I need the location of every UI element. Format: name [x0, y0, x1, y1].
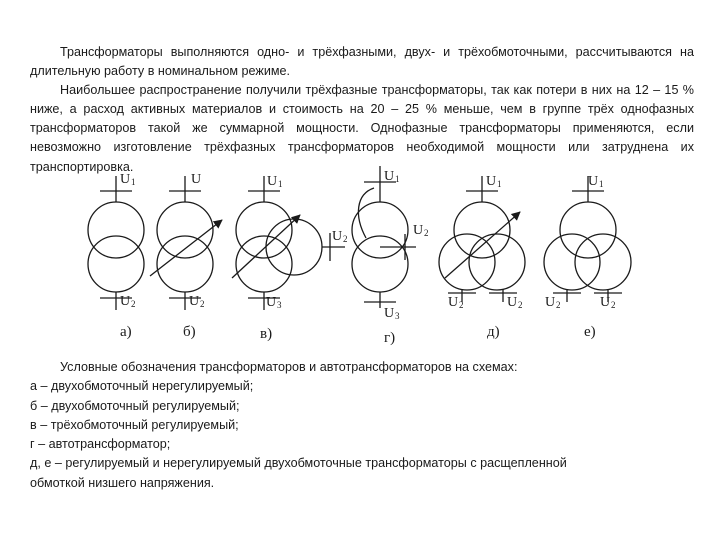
- legend-item-b: б – двухобмоточный регулируемый;: [30, 398, 240, 413]
- legend-item-de-line1: д, е – регулируемый и нерегулируемый двухобмоточные трансформаторы с расщепленной: [30, 456, 567, 471]
- transformer-symbols-diagram: [0, 160, 720, 350]
- label-b-top: U: [191, 172, 202, 187]
- label-d-bottom-left-sub: 2: [459, 300, 464, 310]
- symbol-e-split-winding: [544, 176, 631, 302]
- caption-v: в): [260, 326, 273, 342]
- caption-b: б): [183, 324, 196, 340]
- label-v-top: U: [267, 174, 278, 189]
- label-e-bottom-right-sub: 2: [611, 300, 616, 310]
- label-d-top-sub: 1: [497, 179, 502, 189]
- symbol-b-two-winding-regulated: [150, 176, 222, 310]
- label-v-right-sub: 2: [343, 234, 348, 244]
- label-g-top-sub: 1: [395, 174, 400, 184]
- label-v-bottom-sub: 3: [277, 300, 282, 310]
- label-g-right-sub: 2: [424, 228, 429, 238]
- symbol-a-two-winding: [88, 176, 144, 310]
- label-v-right: U: [332, 229, 343, 244]
- label-a-top: U: [120, 172, 131, 187]
- paragraph-intro: Трансформаторы выполняются одно- и трёхфазными, двух- и трёхобмоточными, рассчитываются на длительную работу в номинальном режиме.: [30, 44, 694, 78]
- caption-d: д): [487, 324, 500, 340]
- legend-block: [30, 358, 694, 493]
- label-a-bottom: U: [120, 294, 131, 309]
- label-d-top: U: [486, 174, 497, 189]
- symbol-v-three-winding: [232, 176, 345, 310]
- label-g-right: U: [413, 223, 424, 238]
- legend-item-g: г – автотрансформатор;: [30, 437, 171, 452]
- caption-g: г): [384, 330, 396, 346]
- label-g-bottom-sub: 3: [395, 311, 400, 321]
- legend-item-v: в – трёхобмоточный регулируемый;: [30, 417, 239, 432]
- label-a-bottom-sub: 2: [131, 299, 136, 309]
- label-v-bottom: U: [266, 295, 277, 310]
- legend-title: Условные обозначения трансформаторов и автотрансформаторов на схемах:: [60, 360, 518, 374]
- legend-item-a: а – двухобмоточный нерегулируемый;: [30, 379, 254, 394]
- label-e-bottom-left: U: [545, 295, 556, 310]
- legend-item-de-line2: обмоткой низшего напряжения.: [30, 475, 215, 490]
- label-e-top: U: [588, 174, 599, 189]
- caption-e: е): [584, 324, 596, 340]
- label-b-bottom: U: [189, 294, 200, 309]
- label-b-bottom-sub: 2: [200, 299, 205, 309]
- paragraph-three-phase: Наибольшее распространение получили трёхфазные трансформаторы, так как потери в них на 12 – 15 % ниже, а расход активных материалов и стоимость на 20 – 25 % меньше, чем в группе трёх однофазных трансформаторов такой же суммарной мощности. Однофазные трансформаторы применяются, если невозможно изготовление трёхфазных трансформаторов необходимой мощности или затруднена их транспортировка.: [30, 82, 694, 174]
- diagram-captions: [120, 324, 596, 346]
- symbol-g-autotransformer: [352, 166, 416, 308]
- label-d-bottom-right: U: [507, 295, 518, 310]
- caption-a: а): [120, 324, 132, 340]
- label-a-top-sub: 1: [131, 177, 136, 187]
- label-g-top: U: [384, 169, 395, 184]
- label-e-top-sub: 1: [599, 179, 604, 189]
- label-e-bottom-left-sub: 2: [556, 300, 561, 310]
- label-d-bottom-right-sub: 2: [518, 300, 523, 310]
- label-e-bottom-right: U: [600, 295, 611, 310]
- label-g-bottom: U: [384, 306, 395, 321]
- label-v-top-sub: 1: [278, 179, 283, 189]
- label-d-bottom-left: U: [448, 295, 459, 310]
- symbol-d-split-winding-regulated: [439, 176, 525, 302]
